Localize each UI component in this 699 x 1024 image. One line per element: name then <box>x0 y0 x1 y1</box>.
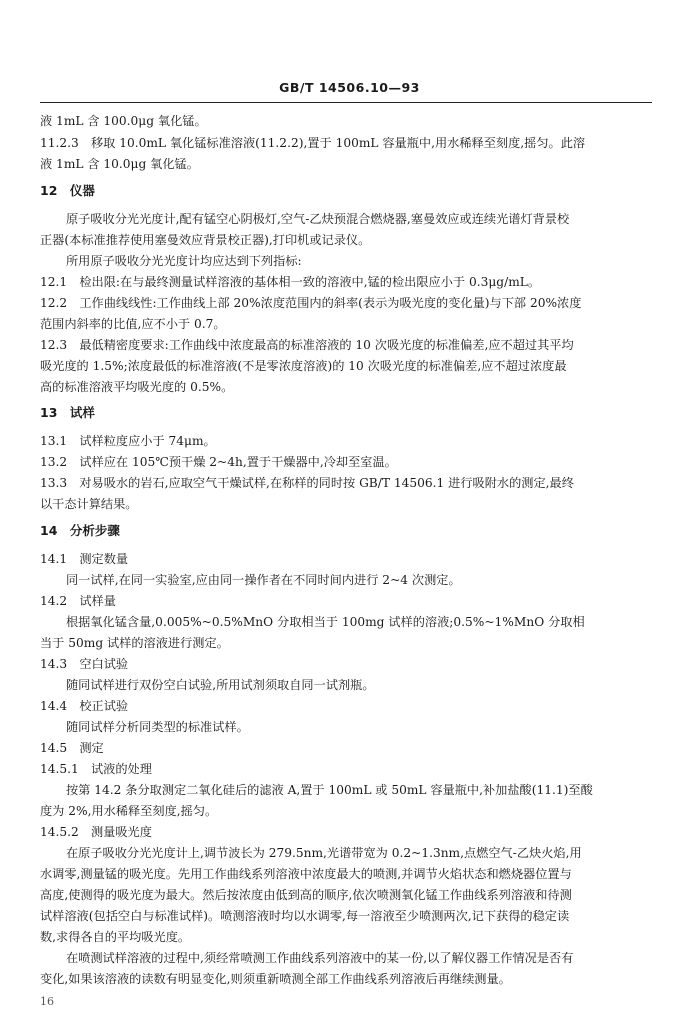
text-line: 吸光度的 1.5%;浓度最低的标准溶液(不是零浓度溶液)的 10 次吸光度的标准偏差,应不超过浓度最 <box>40 359 567 373</box>
text-line: 所用原子吸收分光光度计均应达到下列指标: <box>66 254 302 268</box>
clause-14-4: 14.4 校正试验 <box>40 699 129 713</box>
text-line: 根据氧化锰含量,0.005%~0.5%MnO 分取相当于 100mg 试样的溶液;0.5%~1%MnO 分取相 <box>66 615 585 629</box>
document-header: GB/T 14506.10—93 <box>279 80 420 95</box>
text-line: 在原子吸收分光光度计上,调节波长为 279.5nm,光谱带宽为 0.2~1.3nm,点燃空气-乙炔火焰,用 <box>66 846 582 860</box>
text-line: 正器(本标准推荐使用塞曼效应背景校正器),打印机或记录仪。 <box>40 233 371 247</box>
clause-14-5: 14.5 测定 <box>40 741 104 755</box>
clause-14-3: 14.3 空白试验 <box>40 657 129 671</box>
text-line: 同一试样,在同一实验室,应由同一操作者在不同时间内进行 2~4 次测定。 <box>66 573 461 587</box>
clause-12-2: 12.2 工作曲线线性:工作曲线上部 20%浓度范围内的斜率(表示为吸光度的变化量)与下部 20%浓度 <box>40 296 582 310</box>
header-rule <box>40 102 652 103</box>
clause-13-1: 13.1 试样粒度应小于 74μm。 <box>40 434 216 448</box>
clause-14-5-1: 14.5.1 试液的处理 <box>40 762 152 776</box>
text-line: 随同试样进行双份空白试验,所用试剂须取自同一试剂瓶。 <box>66 678 375 692</box>
section-14-heading: 14 分析步骤 <box>40 523 120 538</box>
text-line: 范围内斜率的比值,应不小于 0.7。 <box>40 317 226 331</box>
text-line: 高的标准溶液平均吸光度的 0.5%。 <box>40 380 234 394</box>
clause-11-2-3: 11.2.3 移取 10.0mL 氧化锰标准溶液(11.2.2),置于 100mL 容量瓶中,用水稀释至刻度,摇匀。此溶 <box>40 136 586 150</box>
text-line: 液 1mL 含 100.0μg 氧化锰。 <box>40 114 207 128</box>
text-line: 随同试样分析同类型的标准试样。 <box>66 720 249 734</box>
text-line: 原子吸收分光光度计,配有锰空心阴极灯,空气-乙炔预混合燃烧器,塞曼效应或连续光谱灯背景校 <box>66 212 570 226</box>
clause-14-1: 14.1 测定数量 <box>40 552 129 566</box>
text-line: 水调零,测量锰的吸光度。先用工作曲线系列溶液中浓度最大的喷测,并调节火焰状态和燃烧器位置与 <box>40 867 572 881</box>
text-line: 度为 2%,用水稀释至刻度,摇匀。 <box>40 804 218 818</box>
clause-12-3: 12.3 最低精密度要求:工作曲线中浓度最高的标准溶液的 10 次吸光度的标准偏差,应不超过其平均 <box>40 338 574 352</box>
text-line: 试样溶液(包括空白与标准试样)。喷测溶液时均以水调零,每一溶液至少喷测两次,记下获得的稳定读 <box>40 909 570 923</box>
text-line: 在喷测试样溶液的过程中,须经常喷测工作曲线系列溶液中的某一份,以了解仪器工作情况是否有 <box>66 951 574 965</box>
clause-12-1: 12.1 检出限:在与最终测量试样溶液的基体相一致的溶液中,锰的检出限应小于 0.3μg/mL。 <box>40 275 541 289</box>
clause-14-2: 14.2 试样量 <box>40 594 116 608</box>
text-line: 液 1mL 含 10.0μg 氧化锰。 <box>40 157 199 171</box>
clause-14-5-2: 14.5.2 测量吸光度 <box>40 825 152 839</box>
text-line: 变化,如果该溶液的读数有明显变化,则须重新喷测全部工作曲线系列溶液后再继续测量。 <box>40 972 511 986</box>
page-number: 16 <box>40 995 54 1008</box>
section-13-heading: 13 试样 <box>40 405 95 420</box>
clause-13-3: 13.3 对易吸水的岩石,应取空气干燥试样,在称样的同时按 GB/T 14506.1 进行吸附水的测定,最终 <box>40 476 574 490</box>
text-line: 以干态计算结果。 <box>40 497 138 511</box>
text-line: 高度,使测得的吸光度为最大。然后按浓度由低到高的顺序,依次喷测氧化锰工作曲线系列溶液和待测 <box>40 888 572 902</box>
text-line: 数,求得各自的平均吸光度。 <box>40 930 191 944</box>
text-line: 当于 50mg 试样的溶液进行测定。 <box>40 636 229 650</box>
clause-13-2: 13.2 试样应在 105℃预干燥 2~4h,置于干燥器中,冷却至室温。 <box>40 455 397 469</box>
text-line: 按第 14.2 条分取测定二氧化硅后的滤液 A,置于 100mL 或 50mL 容量瓶中,补加盐酸(11.1)至酸 <box>66 783 593 797</box>
section-12-heading: 12 仪器 <box>40 183 95 198</box>
